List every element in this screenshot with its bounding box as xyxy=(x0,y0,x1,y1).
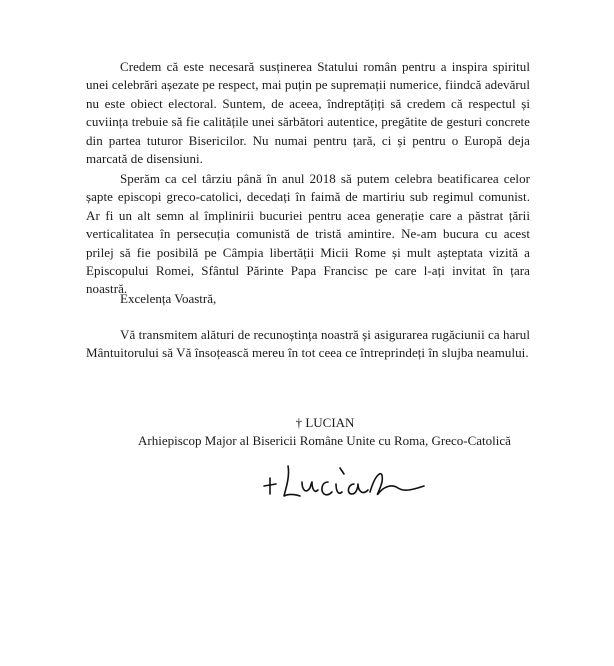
signatory-title: Arhiepiscop Major al Bisericii Române Unite cu Roma, Greco-Catolică xyxy=(138,433,511,448)
paragraph-closing: Vă transmitem alături de recunoștința noastră și asigurarea rugăciunii ca harul Mântuitorului să Vă însoțească mereu în tot ceea ce întreprindeți în slujba neamului. xyxy=(86,327,530,361)
paragraph-support: Credem că este necesară susținerea Statului român pentru a inspira spiritul unei celebrări așezate pe respect, mai puțin pe supremații numerice, fiindcă adevărul nu este obiect electoral. Suntem, de aceea, îndreptățiți să credem că respectul și cuviința trebuie să fie calitățile unei sărbători autentice, pregătite de gesturi concrete din partea tuturor Bisericilor. Nu numai pentru țară, ci și pentru o Europă deja marcată de disensiuni. xyxy=(86,59,530,167)
handwritten-signature xyxy=(258,454,428,518)
signatory-name-line xyxy=(0,414,614,432)
signatory-name: † LUCIAN xyxy=(295,415,355,430)
salutation: Excelența Voastră, xyxy=(120,291,217,306)
paragraph-beatification: Sperăm ca cel târziu până în anul 2018 să putem celebra beatificarea celor șapte episcopi greco-catolici, decedați în faimă de martiriu sub regimul comunist. Ar fi un alt semn al împlinirii bucuriei pentru acea generație care a păstrat țării verticalitatea în persecuția comunistă de tristă amintire. Ne-am bucura cu acest prilej să fie posibilă pe Câmpia libertății Micii Rome și mult așteptata vizită a Episcopului Romei, Sfântul Părinte Papa Francisc pe care l-ați invitat în țara noastră. xyxy=(86,171,530,297)
